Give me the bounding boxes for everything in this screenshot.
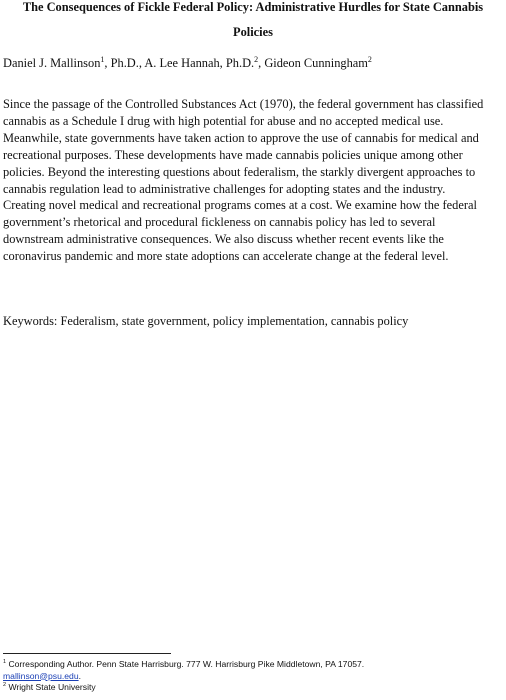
abstract-line: Creating novel medical and recreational programs comes at a cost. We examine how the federal: [3, 198, 477, 213]
author-email-link[interactable]: mallinson@psu.edu: [3, 670, 79, 681]
abstract-line: government’s rhetorical and procedural fickleness on cannabis policy has led to several: [3, 215, 436, 230]
paper-title-line-1: The Consequences of Fickle Federal Policy: Administrative Hurdles for State Cannabis: [22, 0, 484, 14]
author-name: Daniel J. Mallinson: [3, 56, 101, 70]
abstract: [3, 96, 503, 265]
keywords: Keywords: Federalism, state government, policy implementation, cannabis policy: [3, 314, 409, 328]
author-name: Gideon Cunningham: [264, 56, 368, 70]
footnote-1: [3, 659, 503, 671]
footnote-text: Wright State University: [6, 682, 96, 692]
abstract-line: Meanwhile, state governments have taken action to approve the use of cannabis for medical and: [3, 130, 479, 145]
abstract-line: Since the passage of the Controlled Substances Act (1970), the federal government has classified: [3, 97, 484, 111]
author-suffix: , Ph.D.,: [104, 56, 145, 70]
author-affiliation-mark: 2: [367, 54, 372, 64]
footnote-mark: 2: [3, 682, 7, 689]
abstract-line: coronavirus pandemic and more state adoptions can accelerate change at the federal level.: [3, 249, 449, 264]
abstract-line: cannabis as a Schedule I drug with high potential for abuse and no accepted medical use.: [3, 113, 444, 128]
abstract-line: downstream administrative consequences. We also discuss whether recent events like the: [3, 232, 444, 247]
footnote-2: [3, 682, 503, 694]
author-affiliation-mark: 1: [100, 54, 105, 64]
footnote-text: Corresponding Author. Penn State Harrisburg. 777 W. Harrisburg Pike Middletown, PA 17057.: [6, 659, 365, 669]
abstract-line: recreational purposes. These developments have made cannabis policies unique among other: [3, 147, 463, 162]
author-suffix: ,: [258, 56, 265, 70]
footnote-punctuation: .: [78, 670, 81, 681]
paper-title-line-2: Policies: [233, 25, 273, 39]
footnotes: [3, 659, 503, 694]
footnote-1-email-line: [3, 671, 503, 683]
author-affiliation-mark: 2: [254, 54, 259, 64]
author-name: A. Lee Hannah, Ph.D.: [144, 56, 255, 70]
author-list: [3, 55, 372, 71]
footnote-divider: [3, 653, 171, 654]
footnote-mark: 1: [3, 659, 7, 666]
abstract-line: policies. Beyond the interesting questions about federalism, the starkly divergent approaches to: [3, 164, 476, 179]
abstract-line: cannabis regulation lead to administrative challenges for adopting states and the industry.: [3, 181, 446, 196]
